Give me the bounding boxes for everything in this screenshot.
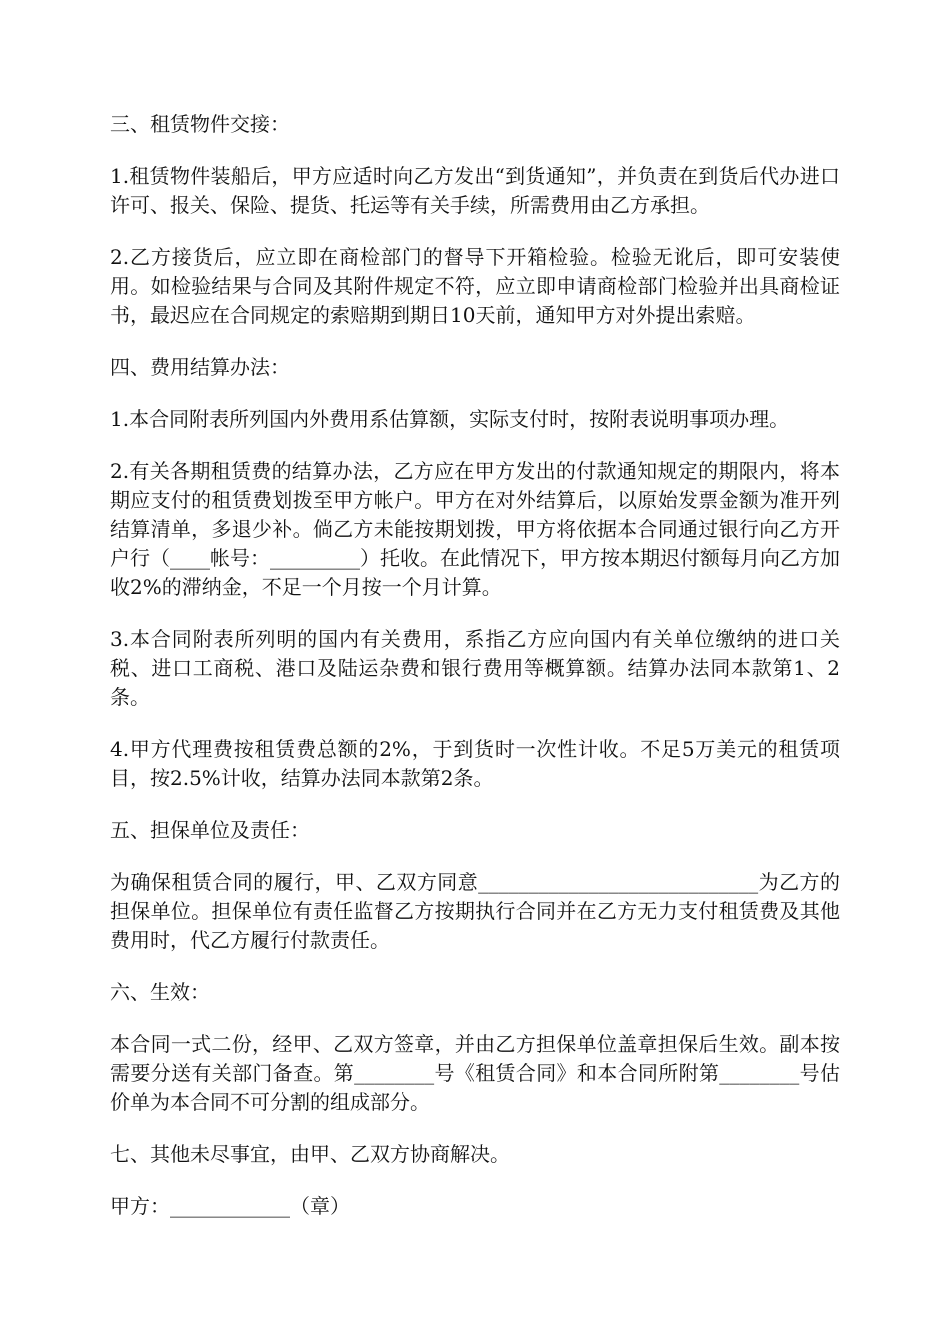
paragraph-7: 七、其他未尽事宜，由甲、乙双方协商解决。	[110, 1142, 510, 1166]
section-heading-6: 六、生效：	[110, 980, 210, 1004]
paragraph-4-4: 4.甲方代理费按租赁费总额的2%，于到货时一次性计收。不足5万美元的租赁项目，按2.5%计收，结算办法同本款第2条。	[110, 737, 840, 790]
paragraph-5-1: 为确保租赁合同的履行，甲、乙双方同意____________________________为乙方的担保单位。担保单位有责任监督乙方按期执行合同并在乙方无力支付租赁费及其他费用时，代乙方履行付款责任。	[110, 870, 840, 952]
party-a-signature-line: 甲方：____________（章）	[110, 1194, 350, 1218]
paragraph-4-1: 1.本合同附表所列国内外费用系估算额，实际支付时，按附表说明事项办理。	[110, 407, 790, 431]
paragraph-3-2: 2.乙方接货后，应立即在商检部门的督导下开箱检验。检验无讹后，即可安装使用。如检验结果与合同及其附件规定不符，应立即申请商检部门检验并出具商检证书，最迟应在合同规定的索赔期到期日10天前，通知甲方对外提出索赔。	[110, 245, 840, 327]
section-heading-3: 三、租赁物件交接：	[110, 112, 290, 136]
paragraph-4-2: 2.有关各期租赁费的结算办法，乙方应在甲方发出的付款通知规定的期限内，将本期应支付的租赁费划拨至甲方帐户。甲方在对外结算后，以原始发票金额为准开列结算清单，多退少补。倘乙方未能按期划拨，甲方将依据本合同通过银行向乙方开户行（____帐号：_________）托收。在此情况下，甲方按本期迟付额每月向乙方加收2%的滞纳金，不足一个月按一个月计算。	[110, 459, 840, 599]
section-heading-5: 五、担保单位及责任：	[110, 818, 310, 842]
document-page	[110, 110, 840, 1244]
paragraph-4-3: 3.本合同附表所列明的国内有关费用，系指乙方应向国内有关单位缴纳的进口关税、进口工商税、港口及陆运杂费和银行费用等概算额。结算办法同本款第1、2条。	[110, 627, 840, 709]
section-heading-4: 四、费用结算办法：	[110, 355, 290, 379]
paragraph-6-1: 本合同一式二份，经甲、乙双方签章，并由乙方担保单位盖章担保后生效。副本按需要分送有关部门备查。第________号《租赁合同》和本合同所附第________号估价单为本合同不可分割的组成部分。	[110, 1032, 840, 1114]
paragraph-3-1: 1.租赁物件装船后，甲方应适时向乙方发出“到货通知”，并负责在到货后代办进口许可、报关、保险、提货、托运等有关手续，所需费用由乙方承担。	[110, 164, 840, 217]
